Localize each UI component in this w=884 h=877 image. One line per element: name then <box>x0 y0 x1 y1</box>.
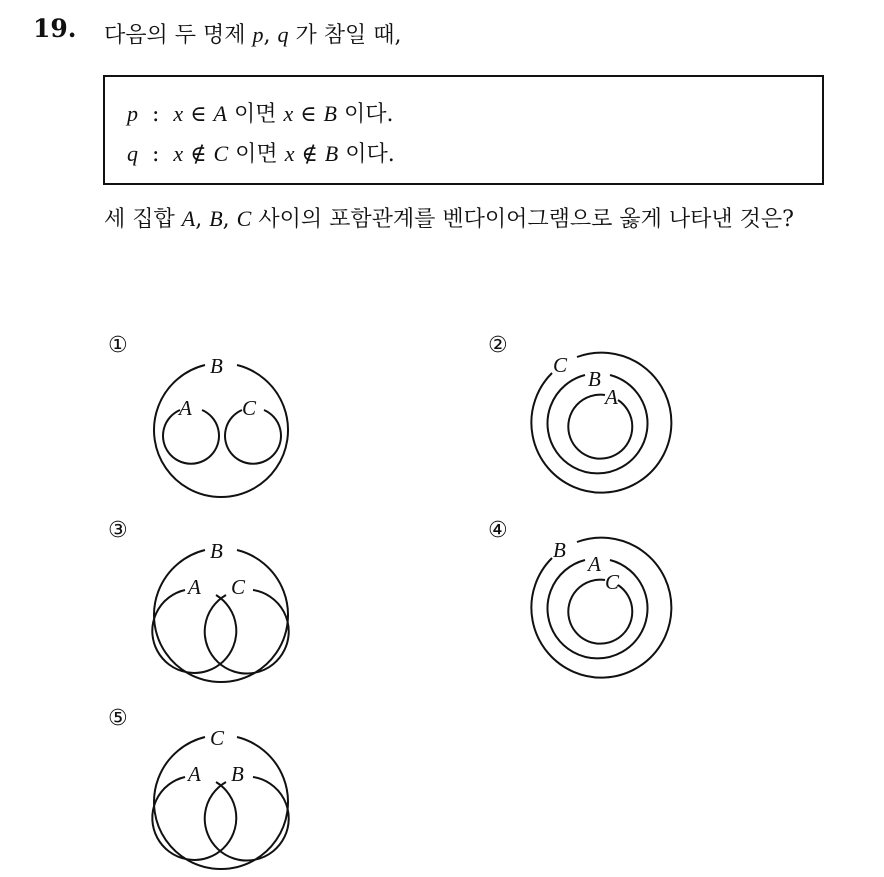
cond-p-x1: x <box>173 101 184 126</box>
option-4-inner-circle <box>568 580 632 644</box>
cond-p-set2: B <box>323 101 337 126</box>
stem-suffix: 가 참일 때, <box>295 23 402 48</box>
cond-p-rel1: ∈ <box>190 102 207 127</box>
cond-q-colon: : <box>152 142 160 167</box>
option-1-right-label: C <box>242 396 257 420</box>
option-3-diagram[interactable] <box>140 530 300 690</box>
option-1-left-label: A <box>179 396 192 420</box>
cond-p-mid: 이면 <box>233 102 277 127</box>
option-5-right-label: B <box>231 762 244 786</box>
stem-q: q <box>277 22 289 47</box>
option-3-left-label: A <box>188 575 201 599</box>
option-3-outer-label: B <box>210 539 223 563</box>
question-ask: 세 집합 A, B, C 사이의 포함관계를 벤다이어그램으로 옳게 나타낸 것은? <box>104 206 794 232</box>
option-1-marker[interactable]: ① <box>108 333 128 358</box>
cond-q-mid: 이면 <box>235 142 278 167</box>
cond-q-end: 이다. <box>345 142 395 167</box>
option-4-diagram[interactable] <box>515 530 675 690</box>
option-5-marker[interactable]: ⑤ <box>108 706 128 731</box>
cond-p-label: p <box>127 101 138 126</box>
conditions-box <box>103 75 824 185</box>
option-2-outer-label: C <box>553 353 568 377</box>
cond-p-rel2: ∈ <box>300 102 317 127</box>
stem-prefix: 다음의 두 명제 <box>104 23 246 48</box>
cond-p-x2: x <box>283 101 294 126</box>
ask-suffix: 사이의 포함관계를 벤다이어그램으로 옳게 나타낸 것은? <box>258 207 794 232</box>
option-5-left-label: A <box>188 762 201 786</box>
option-2-inner-label: A <box>605 385 618 409</box>
stem-p: p <box>252 22 264 47</box>
cond-q-label: q <box>127 141 138 166</box>
cond-q-rel1: ∉ <box>190 142 207 167</box>
cond-q-x1: x <box>173 141 184 166</box>
cond-q-set1: C <box>213 141 229 166</box>
option-1-diagram[interactable] <box>140 345 300 505</box>
condition-p <box>127 97 393 128</box>
option-5-right-circle <box>205 777 289 861</box>
option-5-outer-label: C <box>210 726 225 750</box>
option-4-marker[interactable]: ④ <box>488 518 508 543</box>
cond-q-x2: x <box>284 141 295 166</box>
option-4-middle-label: A <box>588 552 601 576</box>
cond-p-set1: A <box>213 101 227 126</box>
cond-p-end: 이다. <box>343 102 394 127</box>
option-3-marker[interactable]: ③ <box>108 518 128 543</box>
cond-p-colon: : <box>152 102 160 127</box>
question-stem <box>104 18 402 49</box>
cond-q-rel2: ∉ <box>301 142 318 167</box>
ask-set-a: A <box>181 206 196 231</box>
option-1-outer-label: B <box>210 354 223 378</box>
ask-prefix: 세 집합 <box>104 207 175 232</box>
option-4-outer-label: B <box>553 538 566 562</box>
option-4-inner-label: C <box>605 570 620 594</box>
question-number: 19. <box>33 14 77 43</box>
option-2-inner-circle <box>568 395 632 459</box>
option-2-middle-label: B <box>588 367 601 391</box>
option-3-right-label: C <box>231 575 246 599</box>
option-5-diagram[interactable] <box>140 717 300 877</box>
stem-comma: , <box>263 23 271 48</box>
option-5-left-circle <box>152 777 236 860</box>
option-2-marker[interactable]: ② <box>488 333 508 358</box>
ask-set-b: B <box>209 206 223 231</box>
condition-q <box>127 137 395 168</box>
option-3-right-circle <box>205 590 289 674</box>
option-2-diagram[interactable] <box>515 345 675 505</box>
option-1-outer-circle <box>154 365 288 497</box>
cond-q-set2: B <box>324 141 339 166</box>
option-3-left-circle <box>152 590 236 673</box>
ask-set-c: C <box>236 206 252 231</box>
